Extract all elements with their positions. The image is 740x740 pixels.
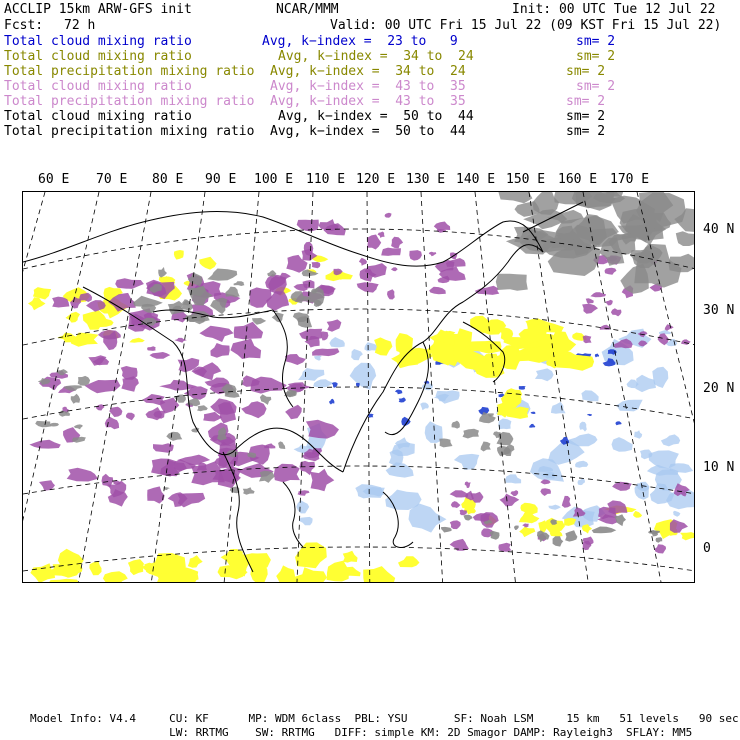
mid-cloud-band bbox=[129, 338, 145, 343]
mid-cloud-band bbox=[276, 565, 295, 583]
upper-cloud-patch bbox=[510, 490, 518, 496]
high-cloud-area bbox=[439, 439, 452, 448]
high-cloud-area bbox=[441, 527, 452, 533]
low-cloud-area bbox=[505, 474, 521, 483]
low-cloud-area bbox=[549, 505, 561, 510]
upper-cloud-patch bbox=[434, 222, 450, 232]
legend-field-name: Total precipitation mixing ratio bbox=[4, 64, 255, 79]
low-cloud-area bbox=[314, 356, 322, 361]
high-cloud-area bbox=[166, 432, 182, 441]
latitude-tick-label: 20 N bbox=[703, 381, 735, 396]
map-panel bbox=[22, 191, 695, 583]
map-canvas bbox=[23, 192, 695, 583]
high-cloud-area bbox=[514, 526, 519, 531]
upper-cloud-patch bbox=[655, 544, 666, 553]
high-cloud-area bbox=[71, 394, 80, 404]
low-cloud-area bbox=[392, 443, 415, 457]
upper-cloud-patch bbox=[670, 519, 688, 533]
low-cloud-area bbox=[420, 403, 429, 411]
mid-cloud-band bbox=[519, 512, 540, 524]
legend-level-range: Avg, k−index = 34 to 24 bbox=[278, 49, 474, 64]
low-cloud-area bbox=[616, 400, 642, 412]
coastline bbox=[23, 212, 543, 267]
longitude-tick-label: 170 E bbox=[610, 172, 650, 187]
high-cloud-area bbox=[278, 441, 285, 449]
upper-cloud-patch bbox=[607, 500, 627, 514]
high-cloud-area bbox=[50, 423, 59, 427]
model-info-line-1: Model Info: V4.4 CU: KF MP: WDM 6class PBL: YSU SF: Noah LSM 15 km 51 levels 90 sec bbox=[30, 712, 739, 725]
upper-cloud-patch bbox=[665, 324, 674, 331]
latitude-tick-label: 40 N bbox=[703, 222, 735, 237]
latitude-tick-label: 0 bbox=[703, 541, 711, 556]
upper-cloud-patch bbox=[583, 335, 592, 343]
upper-cloud-patch bbox=[605, 268, 617, 275]
forecast-hour: 72 h bbox=[64, 18, 96, 33]
upper-cloud-patch bbox=[150, 352, 171, 359]
low-cloud-area bbox=[296, 500, 309, 513]
upper-cloud-patch bbox=[115, 278, 144, 289]
longitude-tick-label: 160 E bbox=[558, 172, 598, 187]
upper-cloud-patch bbox=[147, 346, 156, 351]
mid-cloud-band bbox=[128, 559, 144, 575]
upper-cloud-patch bbox=[446, 258, 466, 267]
upper-cloud-patch bbox=[429, 287, 446, 295]
high-cloud-area bbox=[463, 429, 480, 439]
low-cloud-area bbox=[661, 434, 680, 446]
mid-cloud-band bbox=[327, 561, 349, 582]
high-cloud-area bbox=[74, 424, 83, 429]
legend-level-range: Avg, k−index = 23 to 9 bbox=[262, 34, 458, 49]
high-cloud-area bbox=[59, 411, 71, 417]
low-cloud-area bbox=[313, 379, 334, 388]
upper-cloud-patch bbox=[451, 501, 461, 508]
legend-field-name: Total cloud mixing ratio bbox=[4, 79, 192, 94]
high-cloud-area bbox=[592, 527, 617, 534]
legend-smoothing: sm= 2 bbox=[566, 64, 606, 79]
high-cloud-area bbox=[452, 421, 460, 429]
upper-cloud-patch bbox=[285, 405, 302, 420]
mid-cloud-band bbox=[343, 551, 358, 563]
meridian-line bbox=[23, 192, 45, 583]
upper-cloud-patch bbox=[210, 343, 229, 358]
high-cloud-area bbox=[207, 269, 237, 281]
upper-cloud-patch bbox=[391, 237, 403, 249]
high-cloud-area bbox=[553, 536, 564, 546]
upper-cloud-patch bbox=[378, 232, 385, 238]
upper-cloud-patch bbox=[312, 348, 339, 356]
upper-cloud-patch bbox=[385, 213, 392, 218]
mid-cloud-band bbox=[66, 312, 81, 323]
longitude-tick-label: 90 E bbox=[205, 172, 237, 187]
high-cloud-area bbox=[35, 421, 51, 427]
upper-cloud-patch bbox=[367, 235, 381, 250]
upper-cloud-patch bbox=[381, 248, 401, 256]
legend-smoothing: sm= 2 bbox=[576, 34, 616, 49]
low-cloud-core bbox=[519, 386, 526, 390]
upper-cloud-patch bbox=[429, 252, 437, 256]
high-cloud-area bbox=[158, 267, 167, 278]
legend-smoothing: sm= 2 bbox=[566, 109, 606, 124]
upper-cloud-patch bbox=[241, 401, 266, 418]
upper-cloud-patch bbox=[126, 413, 135, 421]
low-cloud-area bbox=[299, 517, 313, 525]
low-cloud-core bbox=[395, 390, 402, 395]
latitude-tick-label: 30 N bbox=[703, 303, 735, 318]
upper-cloud-patch bbox=[234, 322, 263, 340]
low-cloud-area bbox=[409, 503, 447, 532]
low-cloud-core bbox=[616, 421, 622, 425]
upper-cloud-patch bbox=[612, 482, 632, 491]
upper-cloud-patch bbox=[310, 469, 334, 492]
mid-cloud-band bbox=[374, 337, 392, 355]
low-cloud-core bbox=[595, 354, 599, 358]
legend-smoothing: sm= 2 bbox=[566, 94, 606, 109]
mid-cloud-band bbox=[188, 555, 203, 568]
high-cloud-area bbox=[259, 471, 275, 483]
upper-cloud-patch bbox=[498, 543, 511, 552]
upper-cloud-patch bbox=[242, 375, 260, 387]
high-cloud-area bbox=[499, 192, 533, 203]
mid-cloud-band bbox=[71, 333, 99, 347]
low-cloud-core bbox=[529, 424, 535, 428]
legend-level-range: Avg, k−index = 43 to 35 bbox=[270, 94, 466, 109]
low-cloud-area bbox=[634, 430, 642, 438]
high-cloud-area bbox=[463, 515, 472, 521]
longitude-tick-label: 110 E bbox=[306, 172, 346, 187]
low-cloud-core bbox=[531, 412, 536, 414]
low-cloud-area bbox=[551, 402, 566, 414]
upper-cloud-patch bbox=[327, 319, 342, 331]
mid-cloud-band bbox=[83, 310, 108, 329]
upper-cloud-patch bbox=[582, 304, 598, 314]
legend-field-name: Total cloud mixing ratio bbox=[4, 109, 192, 124]
longitude-tick-label: 150 E bbox=[506, 172, 546, 187]
mid-cloud-band bbox=[555, 354, 594, 371]
high-cloud-area bbox=[565, 530, 577, 541]
upper-cloud-patch bbox=[105, 417, 119, 430]
upper-cloud-patch bbox=[231, 339, 262, 359]
upper-cloud-patch bbox=[681, 339, 691, 345]
low-cloud-area bbox=[581, 390, 598, 401]
parallel-line bbox=[23, 309, 695, 345]
legend-field-name: Total cloud mixing ratio bbox=[4, 34, 192, 49]
mid-cloud-band bbox=[199, 257, 217, 270]
mid-cloud-band bbox=[680, 532, 695, 540]
high-cloud-area bbox=[481, 442, 491, 452]
legend-field-name: Total precipitation mixing ratio bbox=[4, 94, 255, 109]
mid-cloud-band bbox=[89, 561, 101, 575]
low-cloud-core bbox=[587, 414, 592, 416]
upper-cloud-patch bbox=[294, 284, 308, 291]
product-title: ACCLIP 15km ARW-GFS init bbox=[4, 2, 192, 17]
legend-smoothing: sm= 2 bbox=[576, 79, 616, 94]
upper-cloud-patch bbox=[121, 376, 138, 392]
mid-cloud-band bbox=[53, 564, 77, 578]
legend-smoothing: sm= 2 bbox=[576, 49, 616, 64]
high-cloud-area bbox=[676, 231, 695, 246]
parallel-line bbox=[23, 387, 695, 419]
upper-cloud-patch bbox=[146, 407, 163, 420]
low-cloud-area bbox=[673, 511, 680, 517]
longitude-tick-label: 120 E bbox=[356, 172, 396, 187]
mid-cloud-band bbox=[363, 566, 395, 583]
upper-cloud-patch bbox=[465, 481, 471, 488]
meridian-line bbox=[475, 192, 516, 583]
upper-cloud-patch bbox=[85, 380, 121, 394]
mid-cloud-band bbox=[633, 511, 642, 518]
low-cloud-area bbox=[298, 368, 324, 381]
mid-cloud-band bbox=[28, 297, 46, 310]
upper-cloud-patch bbox=[312, 262, 321, 268]
upper-cloud-patch bbox=[475, 286, 500, 295]
upper-cloud-patch bbox=[306, 420, 339, 439]
low-cloud-area bbox=[579, 422, 587, 432]
longitude-tick-label: 80 E bbox=[152, 172, 184, 187]
high-cloud-area bbox=[503, 444, 514, 456]
legend-level-range: Avg, k−index = 50 to 44 bbox=[270, 124, 466, 139]
longitude-tick-label: 130 E bbox=[406, 172, 446, 187]
low-cloud-area bbox=[535, 368, 554, 381]
upper-cloud-patch bbox=[29, 440, 60, 449]
high-cloud-area bbox=[496, 274, 528, 291]
upper-cloud-patch bbox=[67, 468, 98, 482]
low-cloud-area bbox=[350, 363, 377, 390]
high-cloud-area bbox=[72, 437, 86, 443]
mid-cloud-band bbox=[103, 571, 128, 583]
upper-cloud-patch bbox=[297, 220, 319, 232]
low-cloud-area bbox=[351, 349, 363, 360]
mid-cloud-band bbox=[174, 250, 184, 260]
low-cloud-core bbox=[329, 399, 334, 405]
upper-cloud-patch bbox=[460, 510, 468, 516]
mid-cloud-band bbox=[295, 542, 327, 568]
mid-cloud-band bbox=[519, 527, 535, 537]
upper-cloud-patch bbox=[298, 490, 310, 495]
upper-cloud-patch bbox=[562, 496, 571, 508]
upper-cloud-patch bbox=[450, 520, 461, 529]
high-cloud-area bbox=[234, 281, 245, 286]
legend-field-name: Total precipitation mixing ratio bbox=[4, 124, 255, 139]
forecast-label: Fcst: bbox=[4, 18, 44, 33]
low-cloud-area bbox=[578, 478, 586, 485]
low-cloud-area bbox=[329, 337, 344, 347]
organization-label: NCAR/MMM bbox=[276, 2, 339, 17]
upper-cloud-patch bbox=[606, 300, 613, 306]
upper-cloud-patch bbox=[611, 308, 622, 316]
high-cloud-area bbox=[243, 487, 255, 494]
upper-cloud-patch bbox=[285, 354, 306, 365]
longitude-tick-label: 140 E bbox=[456, 172, 496, 187]
longitude-tick-label: 100 E bbox=[254, 172, 294, 187]
legend-level-range: Avg, k−index = 43 to 35 bbox=[270, 79, 466, 94]
init-time: Init: 00 UTC Tue 12 Jul 22 bbox=[512, 2, 716, 17]
longitude-tick-label: 60 E bbox=[38, 172, 70, 187]
low-cloud-area bbox=[659, 330, 671, 334]
upper-cloud-patch bbox=[586, 298, 594, 304]
valid-time: Valid: 00 UTC Fri 15 Jul 22 (09 KST Fri 15 Jul 22) bbox=[330, 18, 722, 33]
upper-cloud-patch bbox=[98, 330, 121, 340]
mid-cloud-band bbox=[48, 579, 80, 583]
high-cloud-area bbox=[656, 537, 663, 543]
upper-cloud-patch bbox=[321, 331, 329, 340]
low-cloud-area bbox=[498, 419, 511, 430]
legend-level-range: Avg, k−index = 34 to 24 bbox=[270, 64, 466, 79]
upper-cloud-patch bbox=[540, 488, 551, 496]
legend-level-range: Avg, k−index = 50 to 44 bbox=[278, 109, 474, 124]
upper-cloud-patch bbox=[409, 250, 422, 261]
longitude-tick-label: 70 E bbox=[96, 172, 128, 187]
legend-smoothing: sm= 2 bbox=[566, 124, 606, 139]
high-cloud-area bbox=[224, 389, 240, 398]
upper-cloud-patch bbox=[199, 326, 233, 342]
upper-cloud-patch bbox=[387, 289, 395, 299]
parallel-line bbox=[23, 547, 695, 571]
upper-cloud-patch bbox=[590, 292, 606, 297]
legend-field-name: Total cloud mixing ratio bbox=[4, 49, 192, 64]
upper-cloud-patch bbox=[522, 523, 529, 527]
upper-cloud-patch bbox=[274, 464, 300, 483]
upper-cloud-patch bbox=[280, 273, 291, 280]
low-cloud-area bbox=[575, 461, 588, 468]
low-cloud-area bbox=[612, 437, 633, 452]
high-cloud-area bbox=[225, 287, 239, 298]
latitude-tick-label: 10 N bbox=[703, 460, 735, 475]
low-cloud-area bbox=[454, 454, 479, 470]
upper-cloud-patch bbox=[391, 267, 398, 271]
low-cloud-core bbox=[356, 383, 360, 387]
low-cloud-area bbox=[635, 375, 656, 392]
model-info-line-2: LW: RRTMG SW: RRTMG DIFF: simple KM: 2D Smagor DAMP: Rayleigh3 SFLAY: MM5 bbox=[30, 726, 693, 739]
mid-cloud-band bbox=[30, 563, 55, 583]
upper-cloud-patch bbox=[147, 486, 164, 503]
low-cloud-core bbox=[399, 397, 406, 402]
mid-cloud-band bbox=[398, 556, 420, 567]
upper-cloud-patch bbox=[178, 493, 206, 508]
high-cloud-area bbox=[197, 405, 208, 411]
mid-cloud-band bbox=[396, 333, 413, 357]
upper-cloud-patch bbox=[359, 258, 367, 266]
upper-cloud-patch bbox=[450, 539, 469, 551]
